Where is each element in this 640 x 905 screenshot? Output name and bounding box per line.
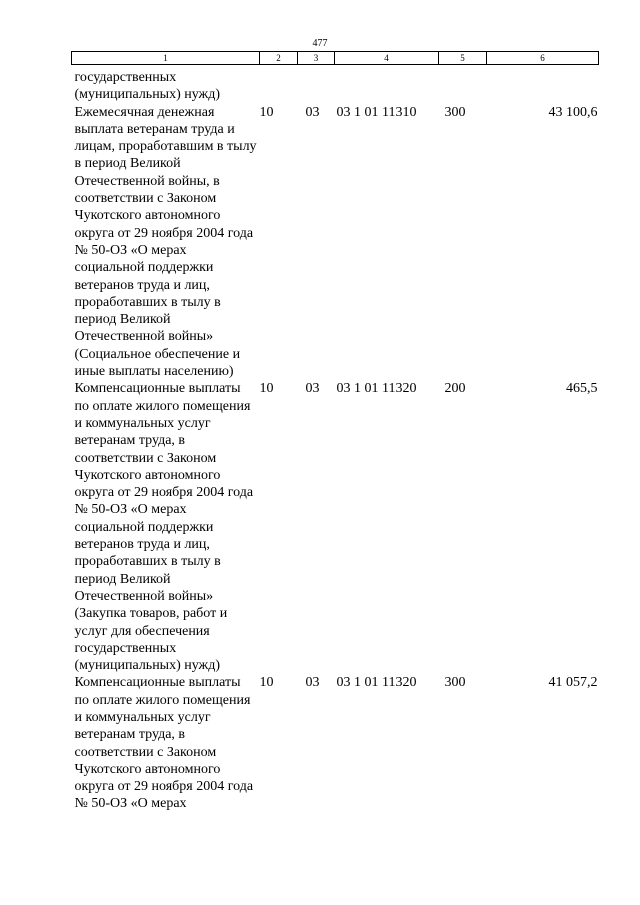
expense-type-code: 300 — [444, 104, 466, 120]
header-col-3: 3 — [298, 52, 335, 65]
section-code — [260, 69, 298, 104]
section-code: 10 — [259, 381, 274, 397]
target-article-code — [335, 69, 439, 104]
header-col-2: 2 — [260, 52, 298, 65]
expense-name: государственных (муниципальных) нужд) — [74, 70, 221, 103]
target-article-code: 03 1 01 11320 — [336, 381, 417, 397]
budget-table — [71, 51, 599, 813]
table-row — [72, 674, 599, 812]
amount: 43 100,6 — [548, 104, 598, 120]
expense-type-code: 300 — [444, 675, 466, 691]
amount: 465,5 — [566, 381, 598, 397]
header-col-1: 1 — [72, 52, 260, 65]
subsection-code: 03 — [305, 104, 320, 120]
expense-type-code: 200 — [444, 381, 466, 397]
expense-name: Ежемесячная денежная выплата ветеранам труда и лицам, проработавшим в тылу в период Великой Отечественной войны, в соответствии с Законом Чукотского автономного округа от 29 ноября 2004 года № 50-ОЗ «О мерах социальной поддержки ветеранов труда и лиц, проработавших в тылу в период Великой Отечественной войны» (Социальное обеспечение и иные выплаты населению) — [74, 104, 257, 380]
table-row — [72, 69, 599, 104]
expense-name: Компенсационные выплаты по оплате жилого помещения и коммунальных услуг ветеранам труда, в соответствии с Законом Чукотского автономного округа от 29 ноября 2004 года № 50-ОЗ «О мерах — [74, 675, 254, 812]
section-code: 10 — [259, 104, 274, 120]
subsection-code — [298, 69, 335, 104]
header-col-6: 6 — [487, 52, 599, 65]
header-col-5: 5 — [439, 52, 487, 65]
section-code: 10 — [259, 675, 274, 691]
subsection-code: 03 — [305, 675, 320, 691]
expense-name: Компенсационные выплаты по оплате жилого помещения и коммунальных услуг ветеранам труда, в соответствии с Законом Чукотского автономного округа от 29 ноября 2004 года № 50-ОЗ «О мерах социальной поддержки ветеранов труда и лиц, проработавших в тылу в период Великой Отечественной войны» (Закупка товаров, работ и услуг для обеспечения государственных (муниципальных) нужд) — [74, 381, 254, 674]
amount: 41 057,2 — [548, 675, 598, 691]
target-article-code: 03 1 01 11310 — [336, 104, 417, 120]
table-row — [72, 104, 599, 381]
column-number-header — [72, 52, 599, 65]
subsection-code: 03 — [305, 381, 320, 397]
target-article-code: 03 1 01 11320 — [336, 675, 417, 691]
header-col-4: 4 — [335, 52, 439, 65]
expense-type-code — [439, 69, 487, 104]
page-number: 477 — [312, 38, 328, 49]
table-row — [72, 380, 599, 674]
amount — [487, 69, 599, 104]
